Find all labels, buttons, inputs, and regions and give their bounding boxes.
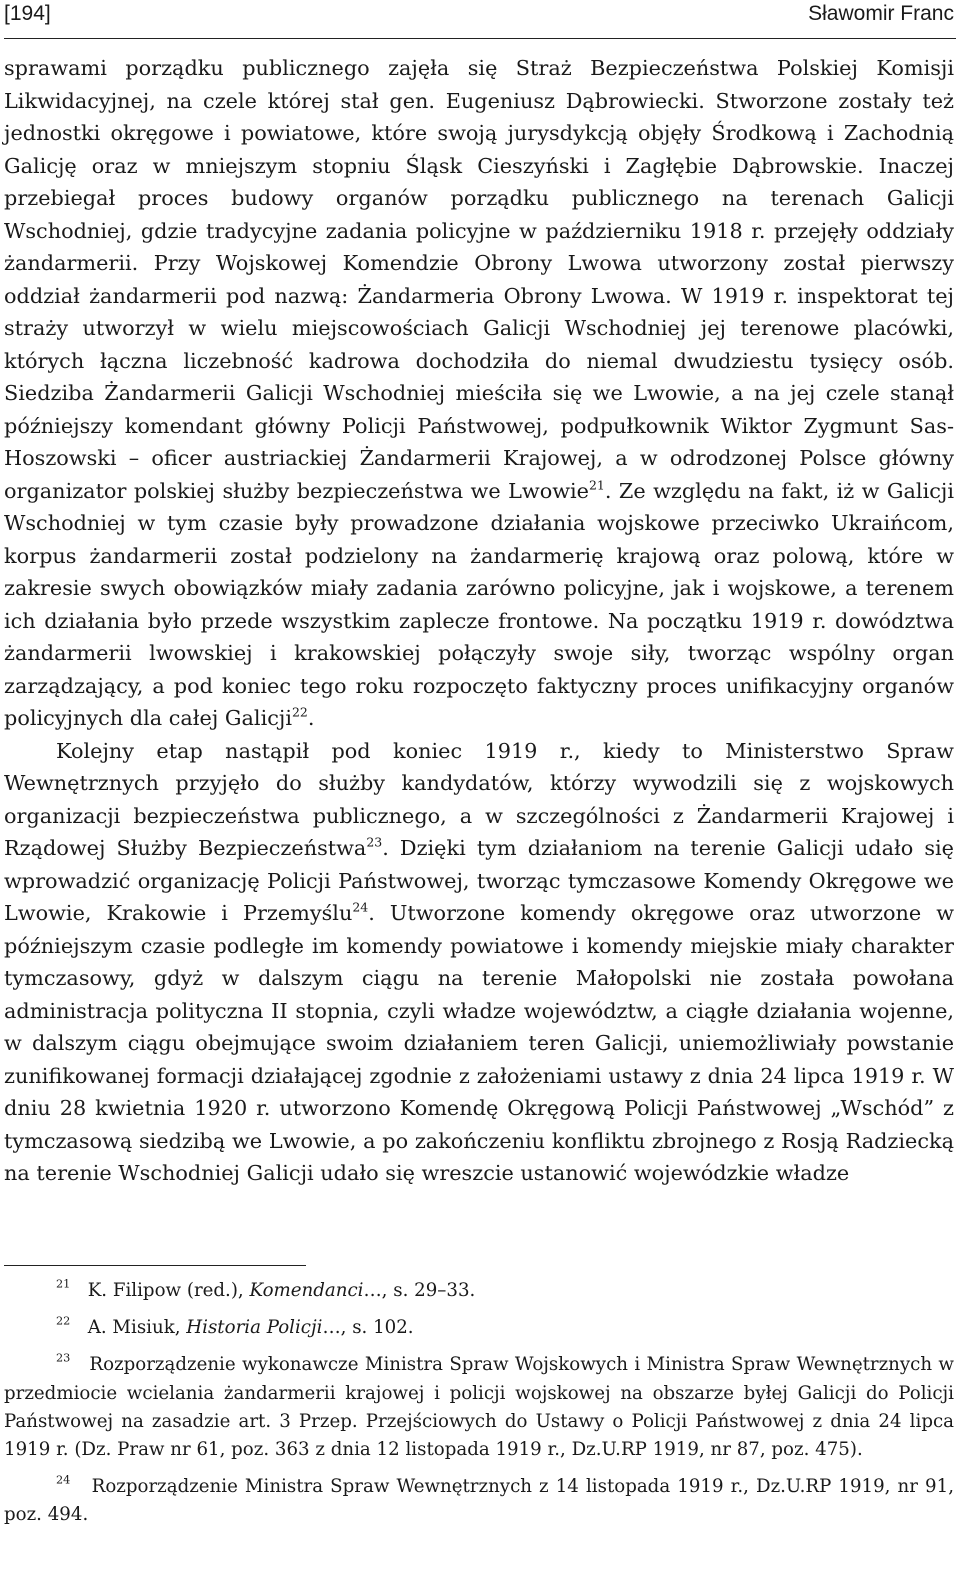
footnote-ref-21[interactable]: 21 [588,476,605,492]
footnote-23: $^{23}$ Rozporządzenie wykonawcze Ministra Spraw Wojskowych i Ministra Spraw Wewnętrznych w przedmiocie wcielania żandarmerii krajowej i policji wojskowej na obszarze byłej Galicji do Policji Państwowej na zasadzie art. 3 Przep. Przejściowych do Ustawy o Policji Państwowej z dnia 24 lipca 1919 r. (Dz. Praw nr 61, poz. 363 z dnia 12 listopada 1919 r., Dz.U.RP 1919, nr 87, poz. 475). [4,1351,954,1461]
body-text [4,52,954,1190]
footnote-separator [4,1265,306,1266]
running-header [4,2,954,30]
paragraph-2: Kolejny etap nastąpił pod koniec 1919 r., kiedy to Ministerstwo Spraw Wewnętrznych przyjęło do służby kandydatów, którzy wywodzili się z wojskowych organizacji bezpieczeństwa publicznego, a w szczególności z Żandarmerii Krajowej i Rządowej Służby Bezpieczeństwa$^{23}$. Dzięki tym działaniom na terenie Galicji udało się wprowadzić organizację Policji Państwowej, tworząc tymczasowe Komendy Okręgowe we Lwowie, Krakowie i Przemyślu$^{24}$. Utworzone komendy okręgowe oraz utworzone w późniejszym czasie podległe im komendy powiatowe i komendy miejskie miały charakter tymczasowy, gdyż w dalszym ciągu na terenie Małopolski nie została powołana administracja polityczna II stopnia, czyli władze województw, a ciągłe działania wojenne, w dalszym ciągu obejmujące swoim działaniem teren Galicji, uniemożliwiały powstanie zunifikowanej formacji działającej zgodnie z założeniami ustawy z dnia 24 lipca 1919 r. W dniu 28 kwietnia 1920 r. utworzono Komendę Okręgową Policji Państwowej „Wschód” z tymczasową siedzibą we Lwowie, a po zakończeniu konfliktu zbrojnego z Rosją Radziecką na terenie Wschodniej Galicji udało się wreszcie ustanowić wojewódzkie władze [4,738,954,1185]
footnote-ref-23[interactable]: 23 [366,834,383,850]
paragraph-1: sprawami porządku publicznego zajęła się Straż Bezpieczeństwa Polskiej Komisji Likwidacyjnej, na czele której stał gen. Eugeniusz Dąbrowiecki. Stworzone zostały też jednostki okręgowe i powiatowe, które swoją jurysdykcją objęły Środkową i Zachodnią Galicję oraz w mniejszym stopniu Śląsk Cieszyński i Zagłębie Dąbrowskie. Inaczej przebiegał proces budowy organów porządku publicznego na terenach Galicji Wschodniej, gdzie tradycyjne zadania policyjne w październiku 1918 r. przejęły oddziały żandarmerii. Przy Wojskowej Komendzie Obrony Lwowa utworzony został pierwszy oddział żandarmerii pod nazwą: Żandarmeria Obrony Lwowa. W 1919 r. inspektorat tej straży utworzył w wielu miejscowościach Galicji Wschodniej jej terenowe placówki, których łączna liczebność kadrowa dochodziła do niemal dwudziestu tysięcy osób. Siedziba Żandarmerii Galicji Wschodniej mieściła się we Lwowie, a na jej czele stanął późniejszy komendant główny Policji Państwowej, podpułkownik Wiktor Zygmunt Sas-Hoszowski – oficer austriackiej Żandarmerii Krajowej, a w odrodzonej Polsce główny organizator polskiej służby bezpieczeństwa we Lwowie$^{21}$. Ze względu na fakt, iż w Galicji Wschodniej w tym czasie były prowadzone działania wojskowe przeciwko Ukraińcom, korpus żandarmerii został podzielony na żandarmerię krajową oraz polową, które w zakresie swych obowiązków miały zadania zarówno policyjne, jak i wojskowe, a terenem ich działania było przede wszystkim zaplecze frontowe. Na początku 1919 r. dowództwa żandarmerii lwowskiej i krakowskiej połączyły swoje siły, tworząc wspólny organ zarządzający, a pod koniec tego roku rozpoczęto faktyczny proces unifikacyjny organów policyjnych dla całej Galicji$^{22}$. [4,56,954,730]
footnote-ref-24[interactable]: 24 [352,899,369,915]
footnote-marker: 22 [56,1314,71,1328]
footnote-marker: 24 [56,1473,71,1487]
footnote-marker: 21 [56,1277,71,1291]
header-rule [4,38,956,39]
page-number: [194] [4,2,51,25]
footnote-ref-22[interactable]: 22 [291,704,308,720]
running-head-author: Sławomir Franc [808,2,954,25]
footnote-22: $^{22}$ A. Misiuk, Historia Policji…, s. 102. [56,1314,414,1339]
footnote-24: $^{24}$ Rozporządzenie Ministra Spraw Wewnętrznych z 14 listopada 1919 r., Dz.U.RP 1919, nr 91, poz. 494. [4,1473,954,1526]
footnote-marker: 23 [56,1351,71,1365]
footnotes [4,1277,954,1539]
footnote-21: $^{21}$ K. Filipow (red.), Komendanci…, s. 29–33. [56,1277,476,1301]
